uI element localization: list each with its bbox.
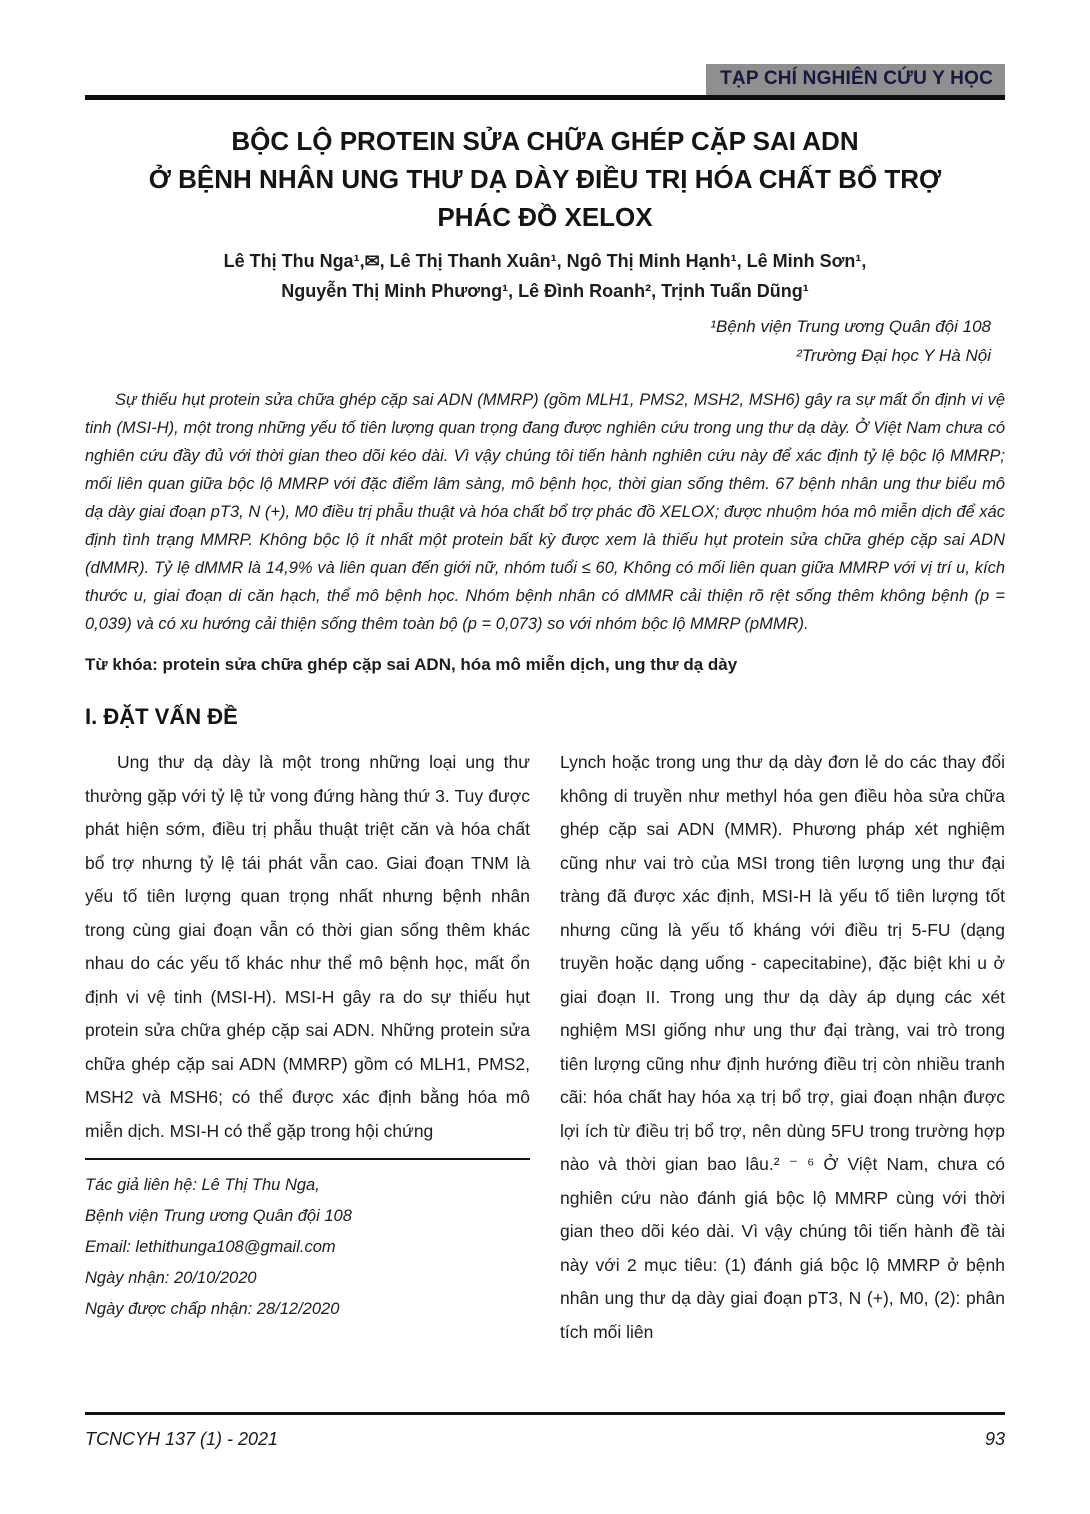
page-header [85, 0, 1005, 100]
affiliation-2: ²Trường Đại học Y Hà Nội [796, 346, 991, 365]
footnote-received-date-line: Ngày nhận: 20/10/2020 [85, 1269, 257, 1287]
affiliation-1: ¹Bệnh viện Trung ương Quân đội 108 [710, 317, 991, 336]
footnote-block [85, 1158, 530, 1325]
right-column [560, 746, 1005, 1349]
section-heading-dat-van-de: I. ĐẶT VẤN ĐỀ [85, 704, 238, 729]
article-title [85, 122, 1005, 236]
header-rule [85, 95, 1005, 100]
article-title-line-1: BỘC LỘ PROTEIN SỬA CHỮA GHÉP CẶP SAI ADN [231, 126, 859, 156]
body-columns [85, 746, 1005, 1349]
footer-page-number: 93 [984, 1429, 1005, 1449]
article-title-line-2: Ở BỆNH NHÂN UNG THƯ DẠ DÀY ĐIỀU TRỊ HÓA CHẤT BỔ TRỢ [148, 164, 942, 194]
left-column [85, 746, 530, 1349]
keywords-line: Từ khóa: protein sửa chữa ghép cặp sai ADN, hóa mô miễn dịch, ung thư dạ dày [85, 655, 738, 674]
authors-line-2: Nguyễn Thị Minh Phương¹, Lê Đình Roanh², Trịnh Tuấn Dũng¹ [281, 281, 809, 301]
abstract-paragraph: Sự thiếu hụt protein sửa chữa ghép cặp sai ADN (MMRP) (gồm MLH1, PMS2, MSH2, MSH6) gây ra sự mất ổn định vi vệ tinh (MSI-H), một trong những yếu tố tiên lượng quan trọng đang được nghiên cứu trong ung thư dạ dày. Ở Việt Nam chưa có nghiên cứu đầy đủ với thời gian theo dõi kéo dài. Vì vậy chúng tôi tiến hành nghiên cứu này để xác định tỷ lệ bộc lộ MMRP; mối liên quan giữa bộc lộ MMRP với đặc điểm lâm sàng, mô bệnh học, thời gian sống thêm. 67 bệnh nhân ung thư biểu mô dạ dày giai đoạn pT3, N (+), M0 điều trị phẫu thuật và hóa chất bổ trợ phác đồ XELOX; được nhuộm hóa mô miễn dịch để xác định tình trạng MMRP. Không bộc lộ ít nhất một protein bất kỳ được xem là thiếu hụt protein sửa chữa ghép cặp sai ADN (dMMR). Tỷ lệ dMMR là 14,9% và liên quan đến giới nữ, nhóm tuổi ≤ 60, Không có mối liên quan giữa MMRP với vị trí u, kích thước u, giai đoạn di căn hạch, thể mô bệnh học. Nhóm bệnh nhân có dMMR cải thiện rõ rệt sống thêm không bệnh (p = 0,039) và có xu hướng cải thiện sống thêm toàn bộ (p = 0,073) so với nhóm bộc lộ MMRP (pMMR). [85, 391, 1005, 633]
footer-journal-ref: TCNCYH 137 (1) - 2021 [85, 1429, 279, 1449]
affiliations-block [85, 312, 1005, 370]
journal-banner [706, 64, 1005, 95]
authors-block [85, 246, 1005, 306]
footnote-email-line: Email: lethithunga108@gmail.com [85, 1238, 336, 1256]
footnote-institution-line: Bệnh viện Trung ương Quân đội 108 [85, 1207, 352, 1225]
journal-banner-text: TẠP CHÍ NGHIÊN CỨU Y HỌC [720, 68, 993, 89]
left-column-paragraph: Ung thư dạ dày là một trong những loại ung thư thường gặp với tỷ lệ tử vong đứng hàng thứ 3. Tuy được phát hiện sớm, điều trị phẫu thuật triệt căn và hóa chất bổ trợ nhưng tỷ lệ tái phát vẫn cao. Giai đoạn TNM là yếu tố tiên lượng quan trọng nhất nhưng bệnh nhân trong cùng giai đoạn vẫn có thời gian sống thêm khác nhau do các yếu tố khác như thể mô bệnh học, mất ổn định vi vệ tinh (MSI-H). MSI-H gây ra do sự thiếu hụt protein sửa chữa ghép cặp sai ADN. Những protein sửa chữa ghép cặp sai ADN (MMRP) gồm có MLH1, PMS2, MSH2 và MSH6; có thể được xác định bằng hóa mô miễn dịch. MSI-H có thể gặp trong hội chứng [85, 752, 530, 1141]
footnote-contact-line: Tác giả liên hệ: Lê Thị Thu Nga, [85, 1176, 320, 1194]
right-column-paragraph: Lynch hoặc trong ung thư dạ dày đơn lẻ do các thay đổi không di truyền như methyl hóa gen điều hòa sửa chữa ghép cặp sai ADN (MMR). Phương pháp xét nghiệm cũng như vai trò của MSI trong tiên lượng ung thư đại tràng đã được xác định, MSI-H là yếu tố tiên lượng tốt nhưng cũng là yếu tố kháng với điều trị 5-FU (dạng truyền hoặc dạng uống - capecitabine), đặc biệt khi u ở giai đoạn II. Trong ung thư dạ dày áp dụng các xét nghiệm MSI giống như ung thư đại tràng, vai trò trong tiên lượng cũng như định hướng điều trị còn nhiều tranh cãi: hóa chất hay hóa xạ trị bổ trợ, giai đoạn nhận được lợi ích từ điều trị bổ trợ, nên dùng 5FU trong trường hợp nào và thời gian bao lâu.² ⁻ ⁶ Ở Việt Nam, chưa có nghiên cứu nào đánh giá bộc lộ MMRP cùng với thời gian theo dõi kéo dài. Vì vậy chúng tôi tiến hành đề tài này với 2 mục tiêu: (1) đánh giá bộc lộ MMRP ở bệnh nhân ung thư dạ dày giai đoạn pT3, N (+), M0, (2): phân tích mối liên [560, 752, 1005, 1342]
authors-line-1: Lê Thị Thu Nga¹,✉, Lê Thị Thanh Xuân¹, Ngô Thị Minh Hạnh¹, Lê Minh Sơn¹, [223, 251, 867, 271]
page-footer [85, 1412, 1005, 1450]
article-title-line-3: PHÁC ĐỒ XELOX [437, 202, 653, 232]
footnote-accepted-date-line: Ngày được chấp nhận: 28/12/2020 [85, 1300, 340, 1318]
